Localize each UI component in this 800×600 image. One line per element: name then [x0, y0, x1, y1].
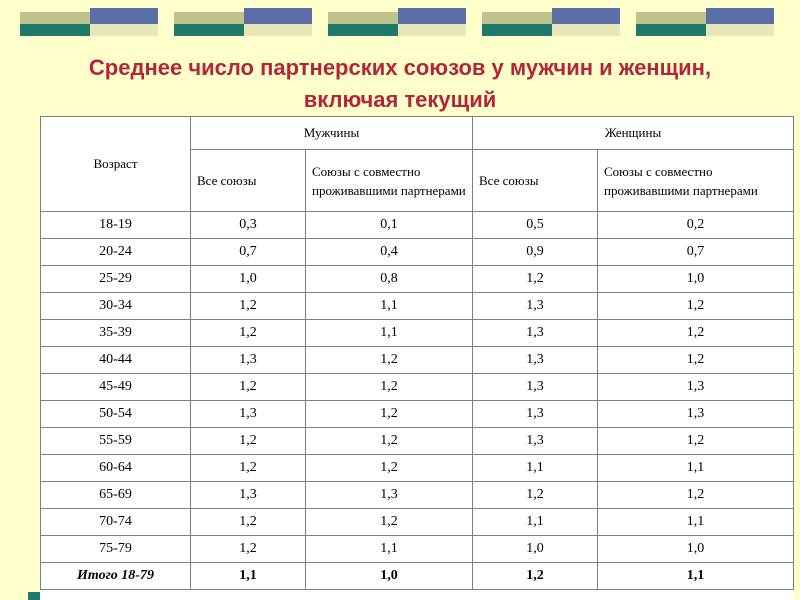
age-cell: 18-19	[41, 212, 191, 239]
women-cohab-cell: 1,1	[598, 455, 794, 482]
age-cell: 75-79	[41, 536, 191, 563]
women-all-cell: 1,3	[473, 428, 598, 455]
header-men-all: Все союзы	[191, 150, 306, 212]
table-row	[41, 455, 794, 482]
women-all-cell: 1,3	[473, 293, 598, 320]
title-line-1: Среднее число партнерских союзов у мужчин и женщин,	[88, 55, 712, 80]
women-all-cell: 1,3	[473, 320, 598, 347]
men-all-cell: 1,2	[191, 293, 306, 320]
total-men-all-cell: 1,1	[191, 563, 306, 590]
age-cell: 60-64	[41, 455, 191, 482]
men-cohab-cell: 1,3	[306, 482, 473, 509]
men-cohab-cell: 1,2	[306, 428, 473, 455]
women-cohab-cell: 1,2	[598, 347, 794, 374]
age-cell: 20-24	[41, 239, 191, 266]
header-women-cohab: Союзы с совместно проживавшими партнерами	[598, 150, 794, 212]
men-cohab-cell: 1,1	[306, 536, 473, 563]
age-cell: 45-49	[41, 374, 191, 401]
total-women-cohab-cell: 1,1	[598, 563, 794, 590]
men-cohab-cell: 1,2	[306, 401, 473, 428]
table-row	[41, 401, 794, 428]
men-cohab-cell: 0,1	[306, 212, 473, 239]
men-all-cell: 1,2	[191, 428, 306, 455]
women-cohab-cell: 1,2	[598, 482, 794, 509]
men-cohab-cell: 1,1	[306, 320, 473, 347]
women-all-cell: 1,3	[473, 347, 598, 374]
women-cohab-cell: 1,3	[598, 374, 794, 401]
men-cohab-cell: 0,4	[306, 239, 473, 266]
men-cohab-cell: 0,8	[306, 266, 473, 293]
women-all-cell: 1,1	[473, 455, 598, 482]
table-row	[41, 536, 794, 563]
header-decoration-block	[174, 8, 312, 36]
men-all-cell: 0,3	[191, 212, 306, 239]
women-all-cell: 1,2	[473, 482, 598, 509]
women-cohab-cell: 1,2	[598, 293, 794, 320]
women-cohab-cell: 0,7	[598, 239, 794, 266]
header-men: Мужчины	[191, 117, 473, 150]
men-cohab-cell: 1,2	[306, 374, 473, 401]
women-cohab-cell: 0,2	[598, 212, 794, 239]
men-all-cell: 0,7	[191, 239, 306, 266]
women-all-cell: 0,5	[473, 212, 598, 239]
table-row	[41, 212, 794, 239]
men-cohab-cell: 1,1	[306, 293, 473, 320]
age-cell: 35-39	[41, 320, 191, 347]
men-cohab-cell: 1,2	[306, 455, 473, 482]
men-all-cell: 1,3	[191, 482, 306, 509]
women-cohab-cell: 1,2	[598, 428, 794, 455]
table-row	[41, 428, 794, 455]
women-all-cell: 0,9	[473, 239, 598, 266]
total-label-cell: Итого 18-79	[41, 563, 191, 590]
table-total-row	[41, 563, 794, 590]
women-all-cell: 1,3	[473, 401, 598, 428]
men-all-cell: 1,2	[191, 536, 306, 563]
table-row	[41, 293, 794, 320]
total-men-cohab-cell: 1,0	[306, 563, 473, 590]
header-decoration-block	[20, 8, 158, 36]
header-men-cohab: Союзы с совместно проживавшими партнерами	[306, 150, 473, 212]
page-title	[0, 52, 800, 116]
table-body	[41, 212, 794, 590]
header-women-all: Все союзы	[473, 150, 598, 212]
women-cohab-cell: 1,1	[598, 509, 794, 536]
age-cell: 25-29	[41, 266, 191, 293]
age-cell: 30-34	[41, 293, 191, 320]
table-row	[41, 509, 794, 536]
table-row	[41, 347, 794, 374]
table-row	[41, 239, 794, 266]
age-cell: 70-74	[41, 509, 191, 536]
table-row	[41, 266, 794, 293]
women-cohab-cell: 1,0	[598, 266, 794, 293]
age-cell: 50-54	[41, 401, 191, 428]
header-age: Возраст	[41, 117, 191, 212]
women-cohab-cell: 1,2	[598, 320, 794, 347]
men-all-cell: 1,0	[191, 266, 306, 293]
data-table-container	[40, 116, 793, 600]
women-all-cell: 1,1	[473, 509, 598, 536]
header-decoration-block	[328, 8, 466, 36]
women-all-cell: 1,0	[473, 536, 598, 563]
women-cohab-cell: 1,0	[598, 536, 794, 563]
header-decoration-block	[482, 8, 620, 36]
header-women: Женщины	[473, 117, 794, 150]
total-women-all-cell: 1,2	[473, 563, 598, 590]
footer-decoration	[28, 592, 40, 600]
men-all-cell: 1,2	[191, 509, 306, 536]
women-all-cell: 1,2	[473, 266, 598, 293]
header-decoration-block	[636, 8, 774, 36]
men-cohab-cell: 1,2	[306, 509, 473, 536]
women-all-cell: 1,3	[473, 374, 598, 401]
men-all-cell: 1,3	[191, 401, 306, 428]
women-cohab-cell: 1,3	[598, 401, 794, 428]
table-row	[41, 320, 794, 347]
men-cohab-cell: 1,2	[306, 347, 473, 374]
title-line-2: включая текущий	[303, 87, 497, 112]
age-cell: 65-69	[41, 482, 191, 509]
partnership-table	[40, 116, 794, 590]
table-row	[41, 482, 794, 509]
age-cell: 55-59	[41, 428, 191, 455]
men-all-cell: 1,2	[191, 374, 306, 401]
age-cell: 40-44	[41, 347, 191, 374]
men-all-cell: 1,2	[191, 455, 306, 482]
table-row	[41, 374, 794, 401]
men-all-cell: 1,3	[191, 347, 306, 374]
men-all-cell: 1,2	[191, 320, 306, 347]
